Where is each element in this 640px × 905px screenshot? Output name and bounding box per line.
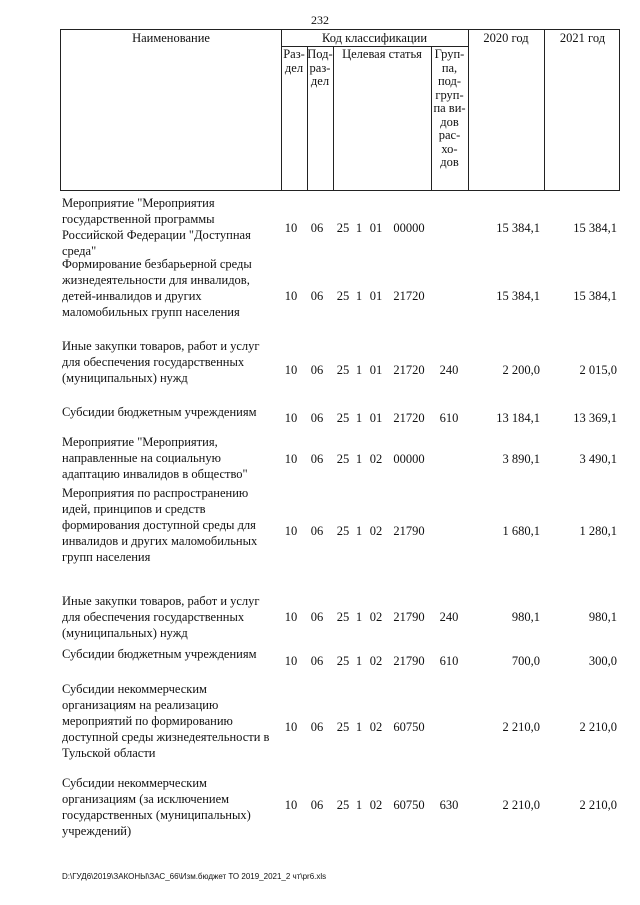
row-code-rz: 10 bbox=[284, 654, 298, 668]
row-code-pr: 06 bbox=[310, 654, 324, 668]
row-code-d: 21720 bbox=[393, 411, 425, 425]
row-code-a: 25 bbox=[336, 720, 350, 734]
row-code-d: 21720 bbox=[393, 289, 425, 303]
file-path: D:\ГУД6\2019\ЗАКОНЫ\ЗАС_66\Изм.бюджет ТО 2019_2021_2 чт\pr6.xls bbox=[62, 872, 327, 881]
row-name: Субсидии некоммерческим организациям (за исключением государственных (муниципальных) учреждений) bbox=[62, 776, 251, 838]
row-code-a: 25 bbox=[336, 610, 350, 624]
row-code-a: 25 bbox=[336, 289, 350, 303]
row-name: Формирование безбарьерной среды жизнедеятельности для инвалидов, детей-инвалидов и других маломобильных групп населения bbox=[62, 257, 252, 319]
row-code-b: 1 bbox=[355, 720, 363, 734]
header-code: Код классификации bbox=[321, 31, 428, 45]
row-amount-y2021: 15 384,1 bbox=[573, 221, 617, 235]
row-code-b: 1 bbox=[355, 524, 363, 538]
row-code-vr: 240 bbox=[439, 363, 459, 377]
row-code-c: 02 bbox=[369, 524, 383, 538]
row-code-pr: 06 bbox=[310, 720, 324, 734]
row-code-vr: 240 bbox=[439, 610, 459, 624]
header-2020: 2020 год bbox=[483, 31, 529, 45]
row-code-a: 25 bbox=[336, 452, 350, 466]
row-amount-y2020: 700,0 bbox=[511, 654, 540, 668]
row-code-d: 00000 bbox=[393, 452, 425, 466]
row-name: Иные закупки товаров, работ и услуг для обеспечения государственных (муниципальных) нужд bbox=[62, 594, 260, 640]
row-code-pr: 06 bbox=[310, 610, 324, 624]
row-name: Субсидии бюджетным учреждениям bbox=[62, 647, 257, 661]
row-code-vr: 610 bbox=[439, 654, 459, 668]
row-amount-y2021: 2 210,0 bbox=[579, 720, 617, 734]
row-code-c: 01 bbox=[369, 363, 383, 377]
row-code-a: 25 bbox=[336, 524, 350, 538]
row-code-rz: 10 bbox=[284, 221, 298, 235]
row-code-a: 25 bbox=[336, 654, 350, 668]
row-amount-y2020: 3 890,1 bbox=[502, 452, 540, 466]
row-code-b: 1 bbox=[355, 411, 363, 425]
row-code-b: 1 bbox=[355, 289, 363, 303]
row-code-b: 1 bbox=[355, 452, 363, 466]
row-code-pr: 06 bbox=[310, 221, 324, 235]
header-section: Раз- дел bbox=[283, 47, 305, 75]
row-code-c: 02 bbox=[369, 798, 383, 812]
row-code-d: 21790 bbox=[393, 524, 425, 538]
header-divider bbox=[544, 30, 545, 190]
row-code-a: 25 bbox=[336, 411, 350, 425]
row-code-c: 01 bbox=[369, 289, 383, 303]
row-amount-y2020: 13 184,1 bbox=[496, 411, 540, 425]
row-code-rz: 10 bbox=[284, 411, 298, 425]
row-amount-y2021: 980,1 bbox=[588, 610, 617, 624]
row-name: Иные закупки товаров, работ и услуг для обеспечения государственных (муниципальных) нужд bbox=[62, 339, 260, 385]
row-name: Субсидии некоммерческим организациям на реализацию мероприятий по формированию доступной среды жизнедеятельности в Тульской области bbox=[62, 682, 270, 760]
row-code-c: 02 bbox=[369, 654, 383, 668]
row-amount-y2021: 1 280,1 bbox=[579, 524, 617, 538]
row-code-b: 1 bbox=[355, 654, 363, 668]
row-code-c: 02 bbox=[369, 720, 383, 734]
header-subsection: Под- раз- дел bbox=[307, 47, 333, 88]
row-name: Мероприятие "Мероприятия государственной программы Российской Федерации "Доступная среда" bbox=[62, 196, 251, 258]
row-code-vr: 630 bbox=[439, 798, 459, 812]
row-amount-y2020: 980,1 bbox=[511, 610, 540, 624]
row-amount-y2020: 2 210,0 bbox=[502, 720, 540, 734]
row-code-c: 02 bbox=[369, 610, 383, 624]
header-divider bbox=[333, 46, 334, 190]
row-amount-y2021: 3 490,1 bbox=[579, 452, 617, 466]
row-code-pr: 06 bbox=[310, 798, 324, 812]
row-code-rz: 10 bbox=[284, 720, 298, 734]
row-amount-y2020: 2 200,0 bbox=[502, 363, 540, 377]
row-code-a: 25 bbox=[336, 221, 350, 235]
row-amount-y2020: 15 384,1 bbox=[496, 289, 540, 303]
row-amount-y2021: 13 369,1 bbox=[573, 411, 617, 425]
row-code-rz: 10 bbox=[284, 452, 298, 466]
header-divider bbox=[468, 30, 469, 190]
row-amount-y2020: 1 680,1 bbox=[502, 524, 540, 538]
row-code-d: 21790 bbox=[393, 654, 425, 668]
header-name: Наименование bbox=[132, 31, 210, 45]
row-code-pr: 06 bbox=[310, 452, 324, 466]
row-code-b: 1 bbox=[355, 610, 363, 624]
row-code-pr: 06 bbox=[310, 524, 324, 538]
row-code-d: 21790 bbox=[393, 610, 425, 624]
row-code-vr: 610 bbox=[439, 411, 459, 425]
row-name: Мероприятия по распространению идей, принципов и средств формирования доступной среды для инвалидов и других маломобильных групп населения bbox=[62, 486, 258, 564]
row-code-rz: 10 bbox=[284, 524, 298, 538]
row-amount-y2020: 15 384,1 bbox=[496, 221, 540, 235]
row-code-d: 21720 bbox=[393, 363, 425, 377]
row-code-a: 25 bbox=[336, 363, 350, 377]
row-code-rz: 10 bbox=[284, 798, 298, 812]
row-amount-y2021: 2 210,0 bbox=[579, 798, 617, 812]
header-2021: 2021 год bbox=[559, 31, 606, 45]
row-code-rz: 10 bbox=[284, 289, 298, 303]
row-code-b: 1 bbox=[355, 221, 363, 235]
row-code-pr: 06 bbox=[310, 363, 324, 377]
table-header bbox=[60, 29, 620, 191]
row-code-d: 60750 bbox=[393, 720, 425, 734]
row-code-c: 01 bbox=[369, 221, 383, 235]
row-code-rz: 10 bbox=[284, 610, 298, 624]
row-amount-y2020: 2 210,0 bbox=[502, 798, 540, 812]
row-code-d: 00000 bbox=[393, 221, 425, 235]
row-code-b: 1 bbox=[355, 798, 363, 812]
row-code-c: 02 bbox=[369, 452, 383, 466]
row-code-pr: 06 bbox=[310, 411, 324, 425]
row-amount-y2021: 2 015,0 bbox=[579, 363, 617, 377]
row-name: Мероприятие "Мероприятия, направленные на социальную адаптацию инвалидов в общество" bbox=[62, 435, 248, 481]
row-amount-y2021: 300,0 bbox=[588, 654, 617, 668]
row-code-b: 1 bbox=[355, 363, 363, 377]
row-code-d: 60750 bbox=[393, 798, 425, 812]
row-code-c: 01 bbox=[369, 411, 383, 425]
row-code-rz: 10 bbox=[284, 363, 298, 377]
row-name: Субсидии бюджетным учреждениям bbox=[62, 405, 257, 419]
header-target: Целевая статья bbox=[342, 47, 422, 61]
header-group: Груп- па, под- груп- па ви- дов рас- хо- дов bbox=[433, 47, 466, 169]
page-number: 232 bbox=[311, 13, 329, 27]
row-amount-y2021: 15 384,1 bbox=[573, 289, 617, 303]
row-code-pr: 06 bbox=[310, 289, 324, 303]
row-code-a: 25 bbox=[336, 798, 350, 812]
